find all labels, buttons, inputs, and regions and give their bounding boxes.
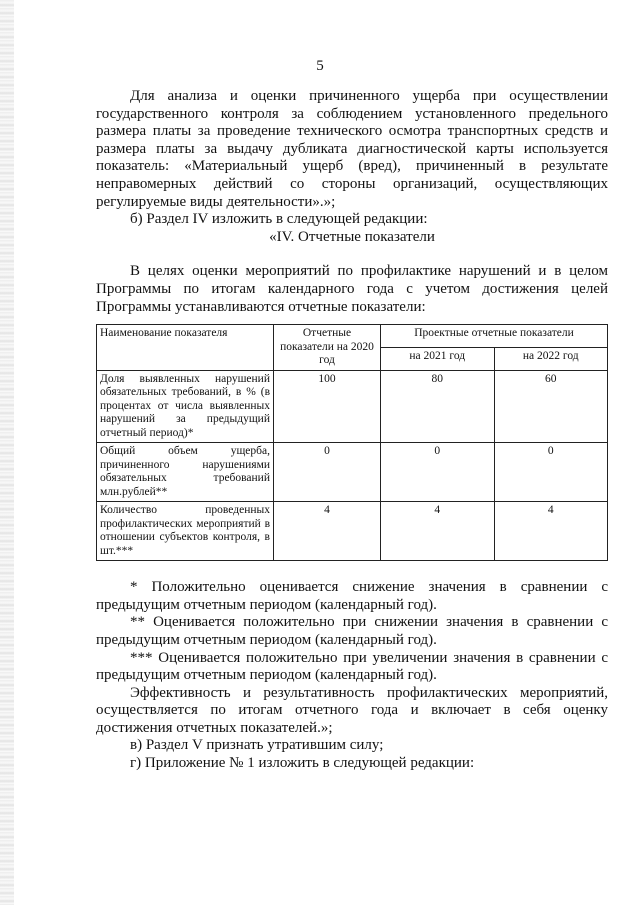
row-value-2022: 0 — [494, 443, 608, 502]
row-value-2021: 4 — [381, 502, 495, 561]
footnotes — [96, 579, 608, 685]
paragraph-effectiveness: Эффективность и результативность профилактических мероприятий, осуществляется по итогам отчетного года и включает в себя оценку достижения отчетных показателей.»; — [96, 684, 608, 736]
row-name: Общий объем ущерба, причиненного нарушениями обязательных требований млн.рублей** — [97, 443, 274, 502]
table-row — [97, 370, 608, 443]
table-header-row — [97, 325, 608, 348]
scan-edge-artifact — [0, 0, 14, 905]
item-v: в) Раздел V признать утратившим силу; — [130, 737, 384, 754]
document-body — [96, 88, 608, 773]
spacer — [96, 246, 608, 263]
header-2021: на 2021 год — [381, 347, 495, 370]
row-value-2022: 60 — [494, 370, 608, 443]
table-row — [97, 443, 608, 502]
indicators-table — [96, 324, 608, 561]
row-value-2021: 80 — [381, 370, 495, 443]
row-name: Количество проведенных профилактических мероприятий в отношении субъектов контроля, в шт.*** — [97, 502, 274, 561]
row-value-2022: 4 — [494, 502, 608, 561]
header-2022: на 2022 год — [494, 347, 608, 370]
footnote-3: *** Оценивается положительно при увеличении значения в сравнении с предыдущим отчетным периодом (календарный год). — [96, 649, 608, 684]
header-reported-2020: Отчетные показатели на 2020 год — [274, 325, 381, 371]
paragraph-damage-analysis: Для анализа и оценки причиненного ущерба при осуществлении государственного контроля за соблюдением установленного предельного размера платы за проведение технического осмотра транспортных средств и размера платы за выдачу дубликата диагностической карты используется показатель: «Материальный ущерб (вред), причиненный в результате неправомерных действий со стороны организаций, осуществляющих регулируемые виды деятельности».»; — [96, 88, 608, 210]
header-indicator-name: Наименование показателя — [97, 325, 274, 371]
row-value-2021: 0 — [381, 443, 495, 502]
item-g: г) Приложение № 1 изложить в следующей редакции: — [130, 755, 475, 772]
header-projected: Проектные отчетные показатели — [381, 325, 608, 348]
paragraph-indicators-intro: В целях оценки мероприятий по профилактике нарушений и в целом Программы по итогам календарного года с учетом достижения целей Программы устанавливаются отчетные показатели: — [96, 263, 608, 315]
table-row — [97, 502, 608, 561]
item-b: б) Раздел IV изложить в следующей редакции: — [130, 211, 428, 228]
footnote-2: ** Оценивается положительно при снижении значения в сравнении с предыдущим отчетным периодом (календарный год). — [96, 614, 608, 648]
row-name: Доля выявленных нарушений обязательных требований, в % (в процентах от числа выявленных нарушений за предыдущий отчетный период)* — [97, 370, 274, 443]
row-value-2020: 0 — [274, 443, 381, 502]
row-value-2020: 4 — [274, 502, 381, 561]
row-value-2020: 100 — [274, 370, 381, 443]
footnote-1: * Положительно оценивается снижение значения в сравнении с предыдущим отчетным периодом (календарный год). — [96, 579, 608, 613]
section-title: «IV. Отчетные показатели — [269, 228, 435, 245]
page-number: 5 — [316, 58, 324, 74]
